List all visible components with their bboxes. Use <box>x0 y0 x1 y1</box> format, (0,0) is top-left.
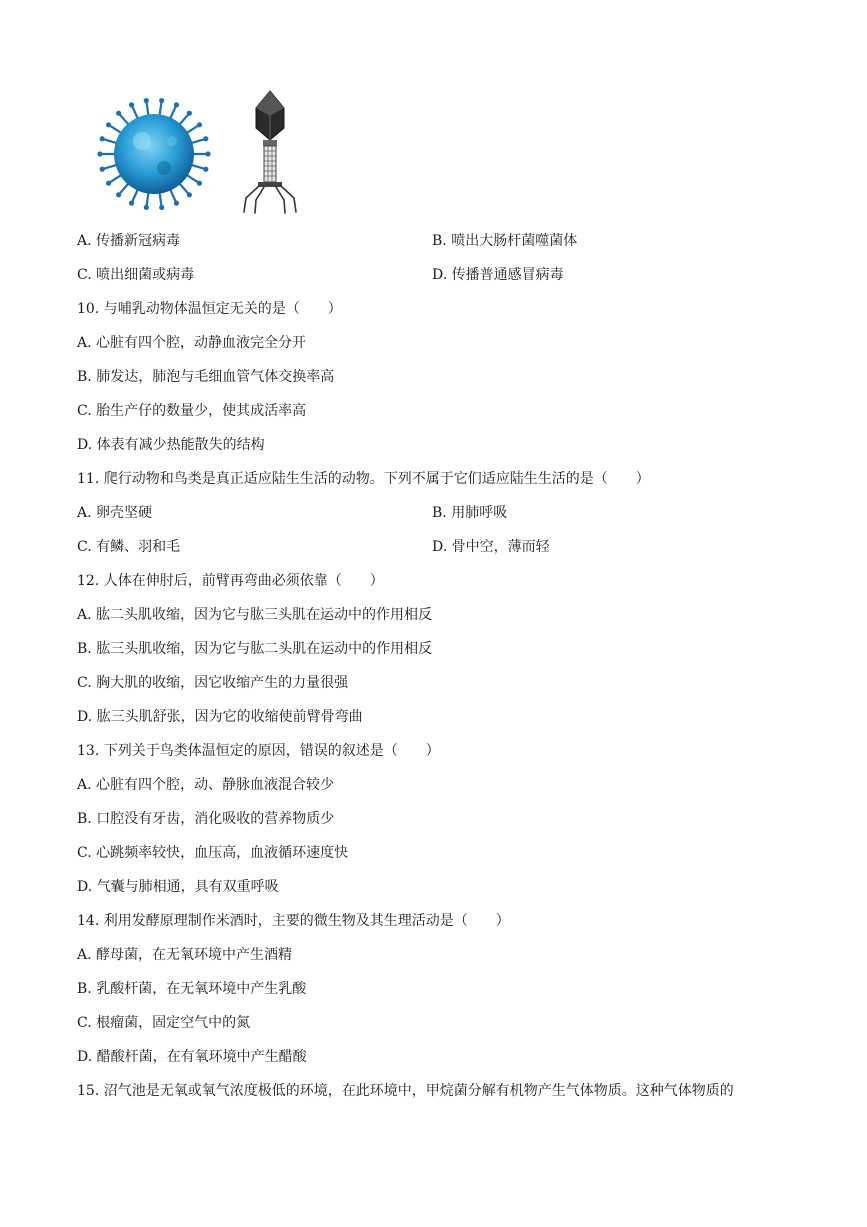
q12-option-b: B. 肱三头肌收缩，因为它与肱二头肌在运动中的作用相反 <box>77 641 433 657</box>
virus-illustrations <box>92 86 312 216</box>
q9-option-a: A. 传播新冠病毒 <box>77 233 181 249</box>
q14-option-c: C. 根瘤菌，固定空气中的氮 <box>77 1015 251 1031</box>
q14-option-b: B. 乳酸杆菌，在无氧环境中产生乳酸 <box>77 981 307 997</box>
q11-option-b: B. 用肺呼吸 <box>432 505 508 521</box>
q11-option-c: C. 有鳞、羽和毛 <box>77 539 181 555</box>
q14-option-d: D. 醋酸杆菌，在有氧环境中产生醋酸 <box>77 1049 307 1065</box>
q11-option-d: D. 骨中空，薄而轻 <box>432 539 550 555</box>
q13-option-d: D. 气囊与肺相通，具有双重呼吸 <box>77 879 279 895</box>
q15-stem: 15. 沼气池是无氧或氧气浓度极低的环境，在此环境中，甲烷菌分解有机物产生气体物质。这种气体物质的 <box>77 1083 734 1099</box>
question-figures <box>92 86 312 216</box>
q12-option-c: C. 胸大肌的收缩，因它收缩产生的力量很强 <box>77 675 349 691</box>
q14-stem: 14. 利用发酵原理制作米酒时，主要的微生物及其生理活动是（ ） <box>77 913 510 929</box>
q12-option-a: A. 肱二头肌收缩，因为它与肱三头肌在运动中的作用相反 <box>77 607 433 623</box>
q13-stem: 13. 下列关于鸟类体温恒定的原因，错误的叙述是（ ） <box>77 743 440 759</box>
q14-option-a: A. 酵母菌，在无氧环境中产生酒精 <box>77 947 293 963</box>
q13-option-a: A. 心脏有四个腔，动、静脉血液混合较少 <box>77 777 335 793</box>
q12-option-d: D. 肱三头肌舒张，因为它的收缩使前臂骨弯曲 <box>77 709 363 725</box>
q10-option-c: C. 胎生产仔的数量少，使其成活率高 <box>77 403 307 419</box>
coronavirus-icon <box>97 98 210 210</box>
q13-option-c: C. 心跳频率较快，血压高，血液循环速度快 <box>77 845 349 861</box>
q10-option-b: B. 肺发达，肺泡与毛细血管气体交换率高 <box>77 369 335 385</box>
q12-stem: 12. 人体在伸肘后，前臂再弯曲必须依靠（ ） <box>77 573 384 589</box>
q9-option-b: B. 喷出大肠杆菌噬菌体 <box>432 233 578 249</box>
q10-option-a: A. 心脏有四个腔，动静血液完全分开 <box>77 335 307 351</box>
q9-option-c: C. 喷出细菌或病毒 <box>77 267 195 283</box>
q11-stem: 11. 爬行动物和鸟类是真正适应陆生生活的动物。下列不属于它们适应陆生生活的是（ ） <box>77 471 650 487</box>
q11-option-a: A. 卵壳坚硬 <box>77 505 153 521</box>
q9-option-d: D. 传播普通感冒病毒 <box>432 267 564 283</box>
q13-option-b: B. 口腔没有牙齿，消化吸收的营养物质少 <box>77 811 335 827</box>
bacteriophage-icon <box>244 91 296 213</box>
q10-stem: 10. 与哺乳动物体温恒定无关的是（ ） <box>77 301 342 317</box>
q10-option-d: D. 体表有减少热能散失的结构 <box>77 437 265 453</box>
